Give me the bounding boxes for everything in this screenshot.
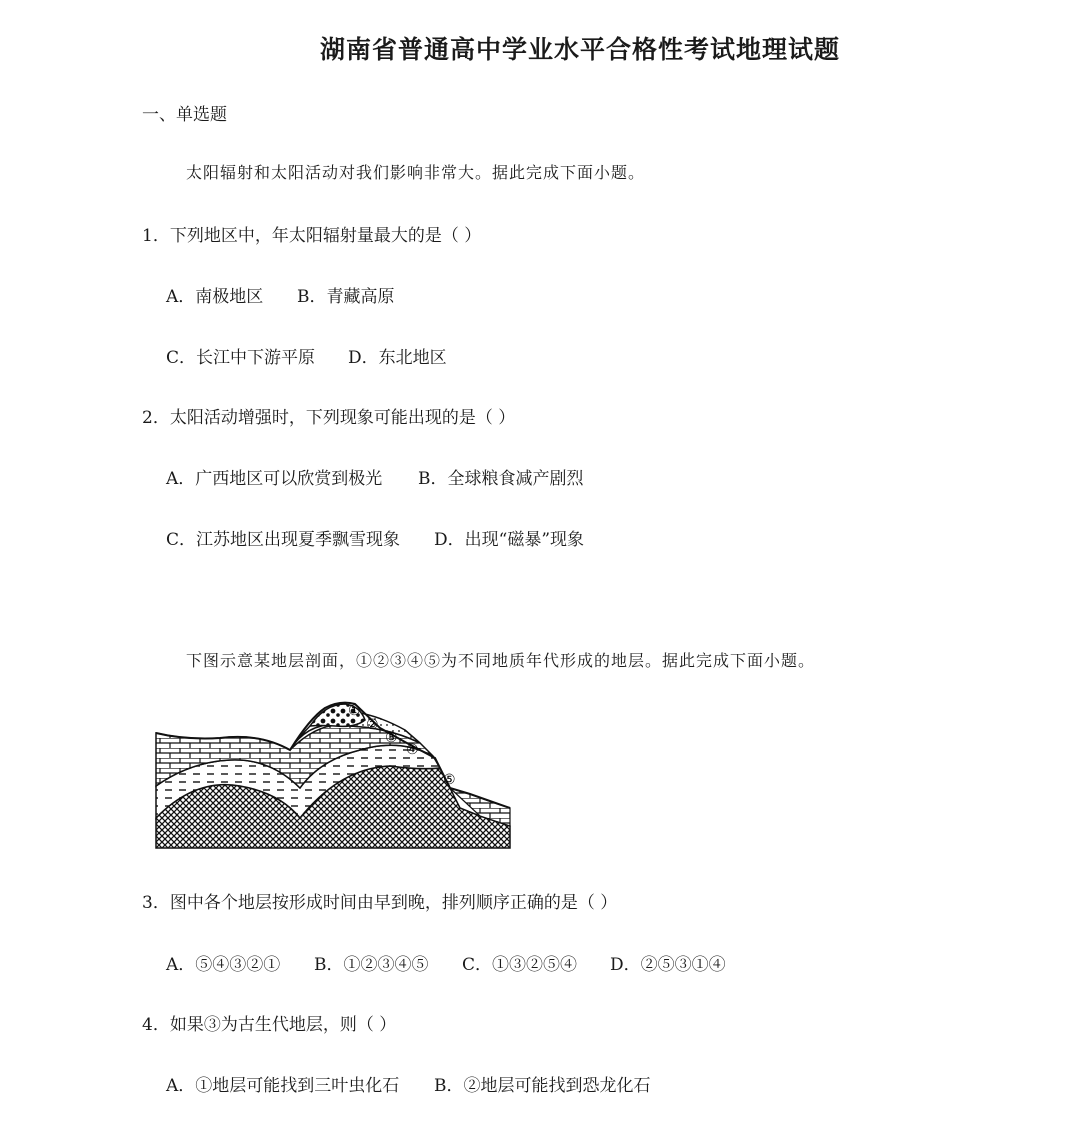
strata-label-4: ④ — [406, 742, 419, 758]
question-1-option-d: D．东北地区 — [348, 348, 447, 368]
document-title: 湖南省普通高中学业水平合格性考试地理试题 — [319, 35, 840, 64]
question-1-stem: 1．下列地区中，年太阳辐射量最大的是（ ） — [142, 226, 482, 246]
question-3-option-a: A．⑤④③②① — [166, 955, 281, 975]
strata-cross-section-figure — [150, 698, 520, 850]
section-heading: 一、单选题 — [142, 105, 227, 125]
question-3-option-b: B．①②③④⑤ — [314, 955, 429, 975]
question-3-stem: 3．图中各个地层按形成时间由早到晚，排列顺序正确的是（ ） — [142, 893, 618, 913]
question-4-option-b: B．②地层可能找到恐龙化石 — [434, 1076, 651, 1096]
question-2-stem: 2．太阳活动增强时，下列现象可能出现的是（ ） — [142, 408, 516, 428]
question-1-option-c: C．长江中下游平原 — [166, 348, 316, 368]
intro-text-2: 下图示意某地层剖面，①②③④⑤为不同地质年代形成的地层。据此完成下面小题。 — [186, 651, 816, 670]
question-2-option-d: D．出现“磁暴”现象 — [434, 530, 585, 550]
strata-label-1: ① — [348, 703, 361, 719]
question-3-option-c: C．①③②⑤④ — [462, 955, 578, 975]
question-1-option-b: B．青藏高原 — [297, 287, 395, 307]
intro-text-1: 太阳辐射和太阳活动对我们影响非常大。据此完成下面小题。 — [186, 163, 646, 182]
question-2-option-c: C．江苏地区出现夏季飘雪现象 — [166, 530, 401, 550]
question-2-option-a: A．广西地区可以欣赏到极光 — [166, 469, 383, 489]
strata-label-3: ③ — [385, 730, 398, 746]
question-4-option-a: A．①地层可能找到三叶虫化石 — [166, 1076, 400, 1096]
question-2-option-b: B．全球粮食减产剧烈 — [418, 469, 584, 489]
strata-label-2: ② — [366, 717, 379, 733]
question-4-stem: 4．如果③为古生代地层，则（ ） — [142, 1015, 397, 1035]
question-1-option-a: A．南极地区 — [166, 287, 264, 307]
strata-label-5: ⑤ — [443, 772, 456, 788]
question-3-option-d: D．②⑤③①④ — [610, 955, 726, 975]
